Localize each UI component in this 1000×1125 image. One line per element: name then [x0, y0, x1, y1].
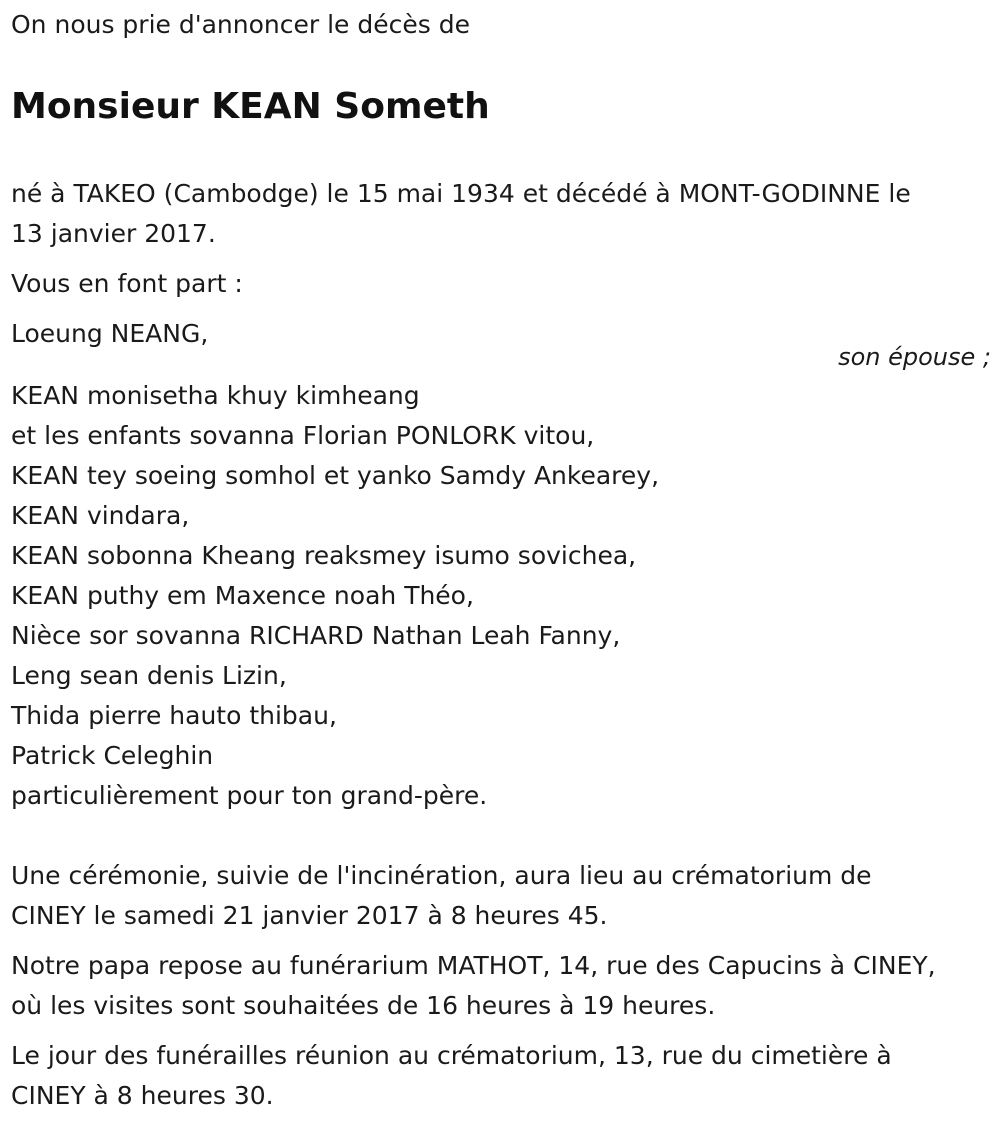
ceremony-line-1: Une cérémonie, suivie de l'incinération, aura lieu au crématorium de: [11, 861, 872, 890]
visit-details: [11, 946, 936, 1026]
spouse-role: son épouse ;: [838, 343, 991, 371]
family-member: Leng sean denis Lizin,: [11, 661, 287, 690]
family-member: Patrick Celeghin: [11, 741, 214, 770]
family-member: particulièrement pour ton grand-père.: [11, 781, 488, 810]
family-member: Thida pierre hauto thibau,: [11, 701, 337, 730]
birth-line-1: né à TAKEO (Cambodge) le 15 mai 1934 et décédé à MONT-GODINNE le: [11, 179, 911, 208]
family-member: KEAN vindara,: [11, 501, 190, 530]
announce-text: Vous en font part :: [11, 269, 243, 298]
meeting-line-2: CINEY à 8 heures 30.: [11, 1081, 274, 1110]
family-member: et les enfants sovanna Florian PONLORK vitou,: [11, 421, 595, 450]
ceremony-line-2: CINEY le samedi 21 janvier 2017 à 8 heures 45.: [11, 901, 608, 930]
family-member: KEAN sobonna Kheang reaksmey isumo sovichea,: [11, 541, 637, 570]
intro-text: On nous prie d'annoncer le décès de: [11, 10, 470, 39]
spouse-name: Loeung NEANG,: [11, 319, 209, 348]
family-list: [11, 376, 659, 816]
family-member: KEAN monisetha khuy kimheang: [11, 381, 420, 410]
visit-line-2: où les visites sont souhaitées de 16 heures à 19 heures.: [11, 991, 716, 1020]
visit-line-1: Notre papa repose au funérarium MATHOT, 14, rue des Capucins à CINEY,: [11, 951, 936, 980]
ceremony-details: [11, 856, 872, 936]
meeting-line-1: Le jour des funérailles réunion au crématorium, 13, rue du cimetière à: [11, 1041, 892, 1070]
family-member: Nièce sor sovanna RICHARD Nathan Leah Fanny,: [11, 621, 621, 650]
deceased-name: Monsieur KEAN Someth: [11, 86, 490, 127]
family-member: KEAN puthy em Maxence noah Théo,: [11, 581, 474, 610]
family-member: KEAN tey soeing somhol et yanko Samdy Ankearey,: [11, 461, 660, 490]
birth-death-details: [11, 174, 911, 254]
birth-line-2: 13 janvier 2017.: [11, 219, 216, 248]
meeting-details: [11, 1036, 892, 1116]
